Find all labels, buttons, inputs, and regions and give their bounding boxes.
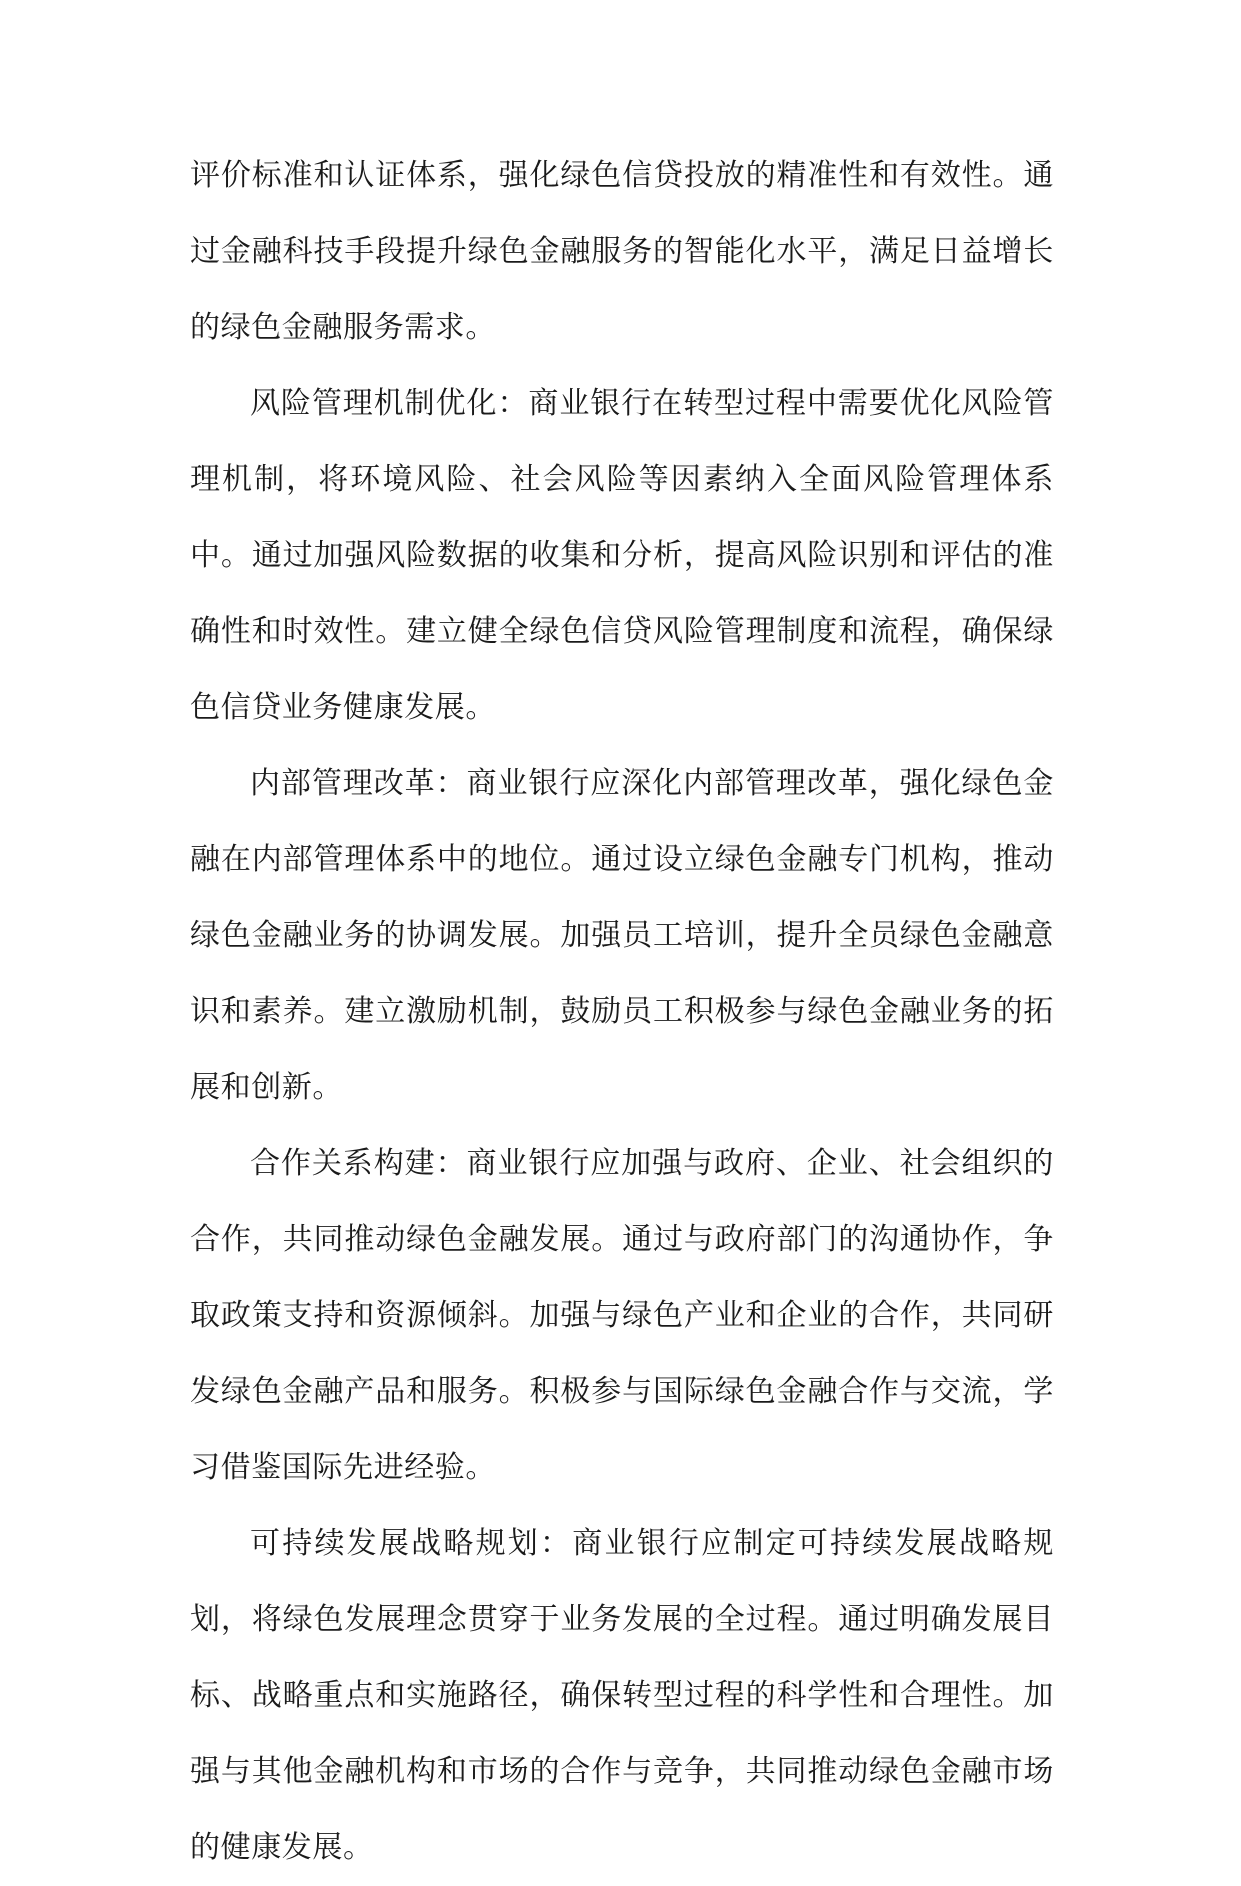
paragraph-internal-management (190, 746, 1054, 1126)
paragraph-heading: 风险管理机制优化： (250, 386, 529, 421)
paragraph-text: 商业银行应制定可持续发展战略规划，将绿色发展理念贯穿于业务发展的全过程。通过明确发展目标、战略重点和实施路径，确保转型过程的科学性和合理性。加强与其他金融机构和市场的合作与竞争，共同推动绿色金融市场的健康发展。 (190, 1526, 1054, 1865)
paragraph-text: 商业银行在转型过程中需要优化风险管理机制，将环境风险、社会风险等因素纳入全面风险管理体系中。通过加强风险数据的收集和分析，提高风险识别和评估的准确性和时效性。建立健全绿色信贷风险管理制度和流程，确保绿色信贷业务健康发展。 (190, 386, 1054, 725)
paragraph-text: 商业银行应加强与政府、企业、社会组织的合作，共同推动绿色金融发展。通过与政府部门的沟通协作，争取政策支持和资源倾斜。加强与绿色产业和企业的合作，共同研发绿色金融产品和服务。积极参与国际绿色金融合作与交流，学习借鉴国际先进经验。 (190, 1146, 1055, 1485)
document-body (190, 138, 1054, 1886)
paragraph-continuation (190, 138, 1054, 366)
paragraph-risk-management (190, 366, 1054, 746)
paragraph-sustainable-strategy (190, 1506, 1054, 1886)
paragraph-heading: 内部管理改革： (250, 766, 467, 801)
paragraph-cooperation (190, 1126, 1054, 1506)
paragraph-text: 评价标准和认证体系，强化绿色信贷投放的精准性和有效性。通过金融科技手段提升绿色金融服务的智能化水平，满足日益增长的绿色金融服务需求。 (190, 158, 1054, 345)
paragraph-heading: 合作关系构建： (250, 1146, 467, 1181)
paragraph-text: 商业银行应深化内部管理改革，强化绿色金融在内部管理体系中的地位。通过设立绿色金融专门机构，推动绿色金融业务的协调发展。加强员工培训，提升全员绿色金融意识和素养。建立激励机制，鼓励员工积极参与绿色金融业务的拓展和创新。 (190, 766, 1055, 1105)
paragraph-heading: 可持续发展战略规划： (250, 1526, 573, 1561)
